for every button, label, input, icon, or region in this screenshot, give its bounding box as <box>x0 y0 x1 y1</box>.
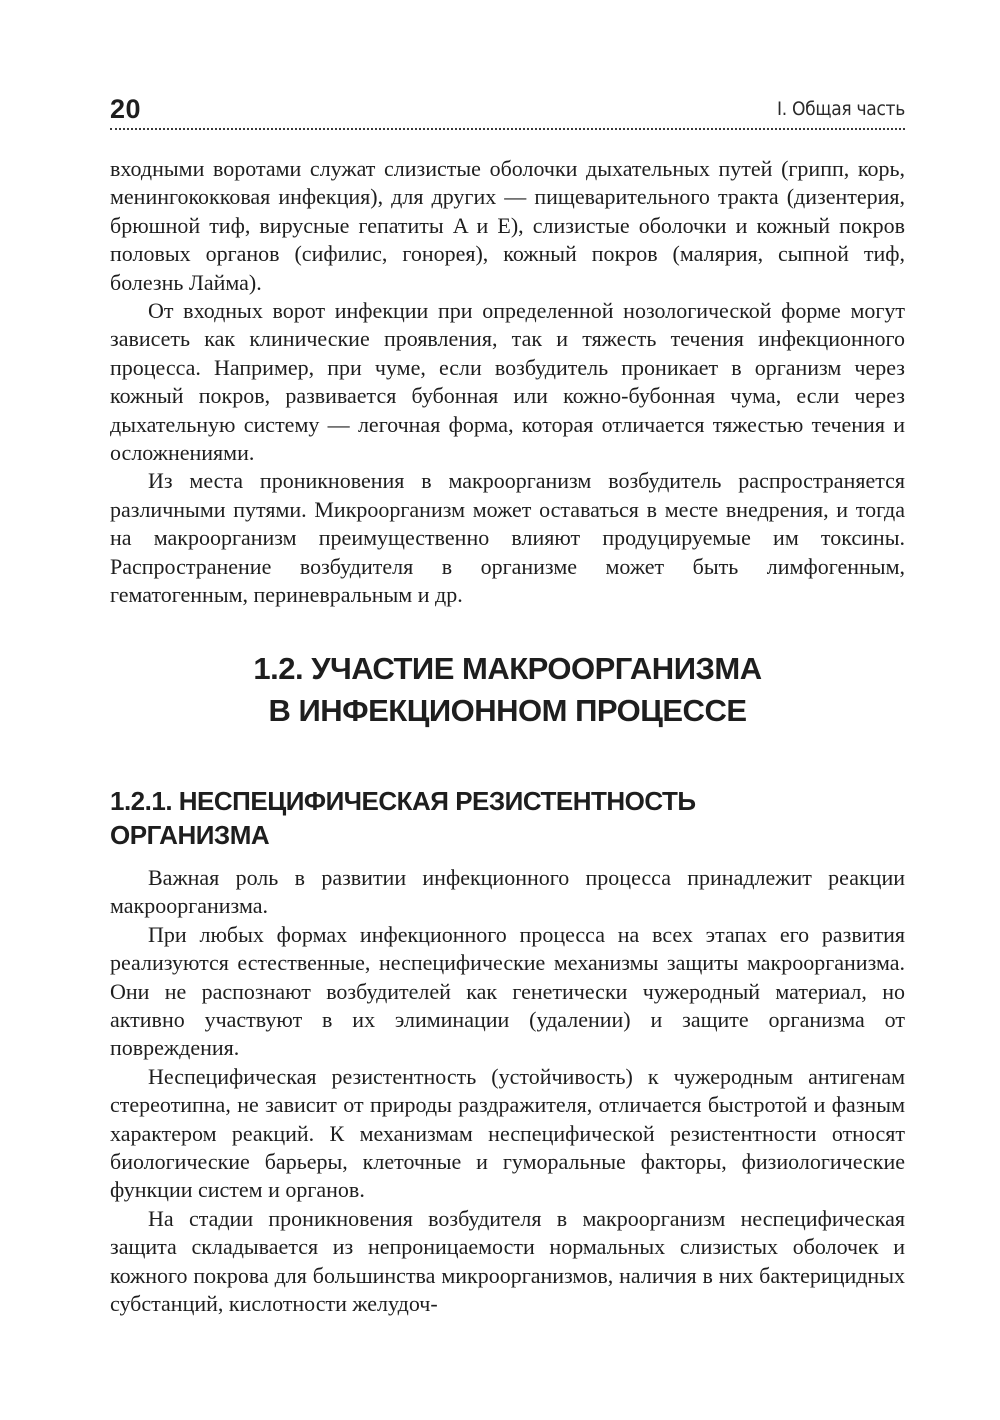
subsection-heading <box>110 784 905 852</box>
body-text-before-heading <box>110 155 905 610</box>
subsection-heading-line: ОРГАНИЗМА <box>110 820 270 850</box>
paragraph: входными воротами служат слизистые оболочки дыхательных путей (грипп, корь, менингококковая инфекция), для других — пищеварительного тракта (дизентерия, брюшной тиф, вирусные гепатиты A и E), слизистые оболочки и кожный покров половых органов (сифилис, гонорея), кожный покров (малярия, сыпной тиф, болезнь Лайма). <box>110 156 905 295</box>
paragraph: При любых формах инфекционного процесса на всех этапах его развития реализуются естественные, неспецифические механизмы защиты макроорганизма. Они не распознают возбудителей как генетически чужеродный материал, но активно участвуют в их элиминации (удалении) и защите организма от повреждения. <box>110 921 905 1061</box>
paragraph: Неспецифическая резистентность (устойчивость) к чужеродным антигенам стереотипна, не зависит от природы раздражителя, отличается быстротой и фазным характером реакций. К механизмам неспецифической резистентности относят биологические барьеры, клеточные и гуморальные факторы, физиологические функции систем и органов. <box>110 1063 905 1203</box>
chapter-heading-line: 1.2. УЧАСТИЕ МАКРООРГАНИЗМА <box>253 651 762 686</box>
header-dotted-rule <box>110 128 905 130</box>
body-text-after-heading <box>110 864 905 1319</box>
paragraph: Важная роль в развитии инфекционного процесса принадлежит реакции макроорганизма. <box>110 865 905 919</box>
page-number: 20 <box>110 94 142 124</box>
chapter-heading <box>110 648 905 732</box>
subsection-heading-line: 1.2.1. НЕСПЕЦИФИЧЕСКАЯ РЕЗИСТЕНТНОСТЬ <box>110 786 696 816</box>
chapter-heading-line: В ИНФЕКЦИОННОМ ПРОЦЕССЕ <box>268 693 747 728</box>
paragraph: От входных ворот инфекции при определенной нозологической форме могут зависеть как клинические проявления, так и тяжесть течения инфекционного процесса. Например, при чуме, если возбудитель проникает в организм через кожный покров, развивается бубонная или кожно-бубонная чума, если через дыхательную систему — легочная форма, которая отличается тяжестью течения и осложнениями. <box>110 298 905 466</box>
paragraph: На стадии проникновения возбудителя в макроорганизм неспецифическая защита складывается из непроницаемости нормальных слизистых оболочек и кожного покрова для большинства микроорганизмов, наличия в них бактерицидных субстанций, кислотности желудоч- <box>110 1205 905 1317</box>
section-label: I. Общая часть <box>777 98 905 120</box>
running-header <box>110 92 905 132</box>
paragraph: Из места проникновения в макроорганизм возбудитель распространяется различными путями. Микроорганизм может оставаться в месте внедрения, и тогда на макроорганизм преимущественно влияют продуцируемые им токсины. Распространение возбудителя в организме может быть лимфогенным, гематогенным, периневральным и др. <box>110 468 905 608</box>
